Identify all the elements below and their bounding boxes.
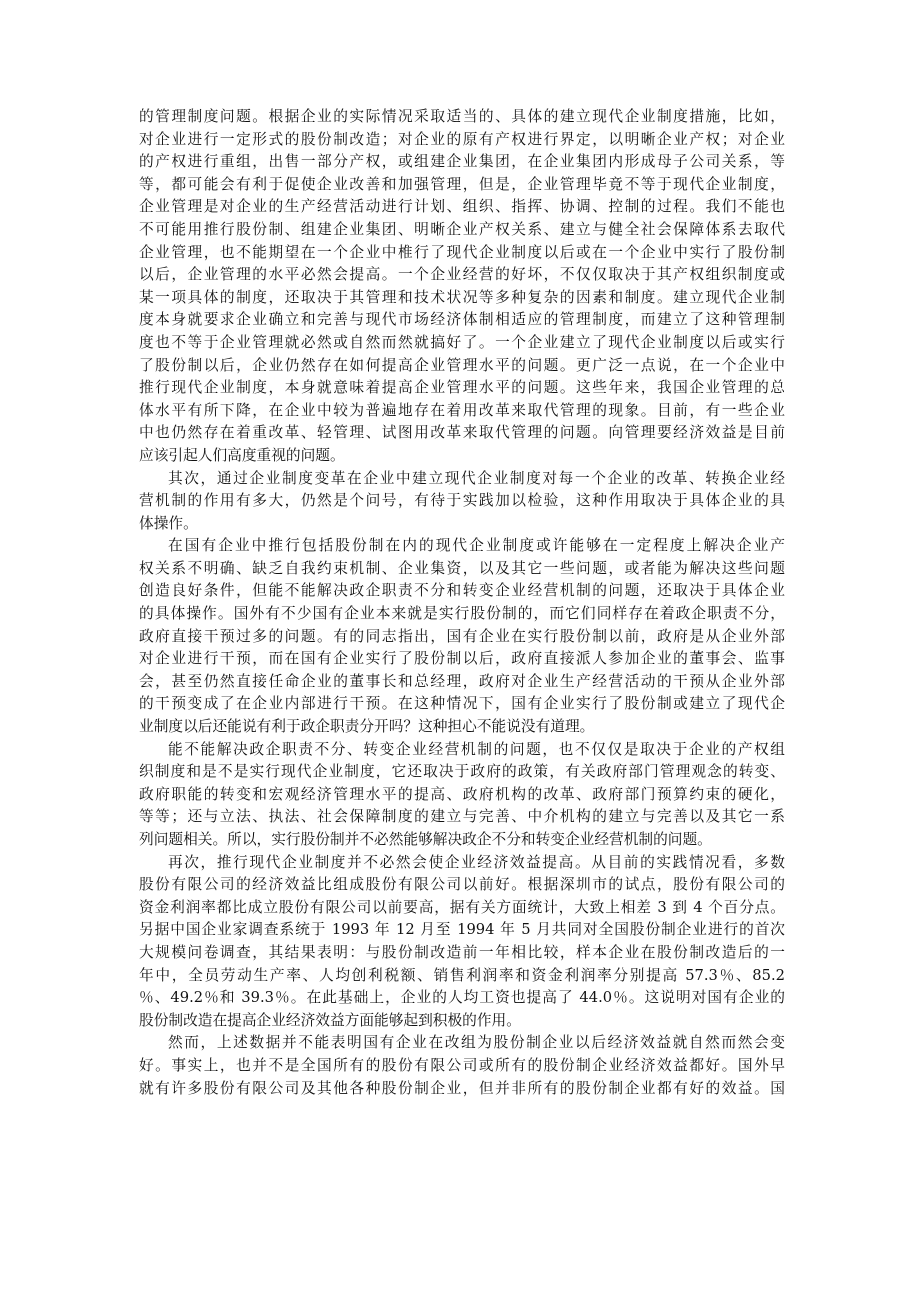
text-line: 再次，推行现代企业制度并不必然会使企业经济效益提高。从目前的实践情况看，多数 xyxy=(168,853,785,871)
text-line: 等等；还与立法、执法、社会保障制度的建立与完善、中介机构的建立与完善以及其它一系 xyxy=(139,808,785,826)
text-line: 会，甚至仍然直接任命企业的董事长和总经理，政府对企业生产经营活动的干预从企业外部 xyxy=(139,672,785,690)
paragraph-1 xyxy=(139,106,785,468)
document-body xyxy=(139,106,785,1100)
text-line: 就有许多股份有限公司及其他各种股份制企业，但并非所有的股份制企业都有好的效益。国 xyxy=(139,1079,785,1097)
text-line: 营机制的作用有多大，仍然是个问号，有待于实践加以检验，这种作用取决于具体企业的具 xyxy=(139,492,785,510)
text-line: 度本身就要求企业确立和完善与现代市场经济体制相适应的管理制度，而建立了这种管理制 xyxy=(139,311,785,329)
paragraph-4 xyxy=(139,739,785,852)
text-line: 能不能解决政企职责不分、转变企业经营机制的问题，也不仅仅是取决于企业的产权组 xyxy=(168,740,785,758)
text-line: 了股份制以后，企业仍然存在如何提高企业管理水平的问题。更广泛一点说，在一个企业中 xyxy=(139,356,785,374)
text-line: ％、49.2％和 39.3％。在此基础上，企业的人均工资也提高了 44.0％。这说明对国有企业的 xyxy=(139,989,785,1007)
text-line: 应该引起人们高度重视的问题。 xyxy=(139,446,345,464)
text-line: 企业管理是对企业的生产经营活动进行计划、组织、指挥、协调、控制的过程。我们不能也 xyxy=(139,198,785,216)
text-line: 创造良好条件，但能不能解决政企职责不分和转变企业经营机制的问题，还取决于具体企业 xyxy=(139,582,785,600)
text-line: 不可能用推行股份制、组建企业集团、明晰企业产权关系、建立与健全社会保障体系去取代 xyxy=(139,220,785,238)
text-line: 股份制改造在提高企业经济效益方面能够起到积极的作用。 xyxy=(139,1011,521,1029)
text-line: 大规模问卷调查，其结果表明：与股份制改造前一年相比较，样本企业在股份制改造后的一 xyxy=(139,943,785,961)
text-line: 年中，全员劳动生产率、人均创利税额、销售利润率和资金利润率分别提高 57.3％、85.2 xyxy=(139,966,785,984)
text-line: 好。事实上，也并不是全国所有的股份有限公司或所有的股份制企业经济效益都好。国外早 xyxy=(139,1056,785,1074)
text-line: 等，都可能会有利于促使企业改善和加强管理，但是，企业管理毕竟不等于现代企业制度， xyxy=(139,175,785,193)
text-line: 资金利润率都比成立股份有限公司以前要高，据有关方面统计，大致上相差 3 到 4 个百分点。 xyxy=(139,898,785,916)
text-line: 政府职能的转变和宏观经济管理水平的提高、政府机构的改革、政府部门预算约束的硬化， xyxy=(139,785,785,803)
text-line: 在国有企业中推行包括股份制在内的现代企业制度或许能够在一定程度上解决企业产 xyxy=(168,537,785,555)
text-line: 的产权进行重组，出售一部分产权，或组建企业集团，在企业集团内形成母子公司关系，等 xyxy=(139,153,785,171)
text-line: 体操作。 xyxy=(139,514,198,532)
text-line: 度也不等于企业管理就必然或自然而然就搞好了。一个企业建立了现代企业制度以后或实行 xyxy=(139,333,785,351)
text-line: 的管理制度问题。根据企业的实际情况采取适当的、具体的建立现代企业制度措施，比如， xyxy=(139,108,785,125)
paragraph-3 xyxy=(139,535,785,738)
text-line: 对企业进行干预，而在国有企业实行了股份制以后，政府直接派人参加企业的董事会、监事 xyxy=(139,650,785,668)
text-line: 推行现代企业制度，本身就意味着提高企业管理水平的问题。这些年来，我国企业管理的总 xyxy=(139,379,785,397)
text-line: 然而，上述数据并不能表明国有企业在改组为股份制企业以后经济效益就自然而然会变 xyxy=(168,1034,785,1052)
paragraph-2 xyxy=(139,468,785,536)
text-line: 股份有限公司的经济效益比组成股份有限公司以前好。根据深圳市的试点，股份有限公司的 xyxy=(139,876,785,894)
text-line: 其次，通过企业制度变革在企业中建立现代企业制度对每一个企业的改革、转换企业经 xyxy=(168,469,785,487)
text-line: 某一项具体的制度，还取决于其管理和技术状况等多种复杂的因素和制度。建立现代企业制 xyxy=(139,288,785,306)
text-line: 的具体操作。国外有不少国有企业本来就是实行股份制的，而它们同样存在着政企职责不分， xyxy=(139,605,785,623)
text-line: 企业管理，也不能期望在一个企业中椎行了现代企业制度以后或在一个企业中实行了股份制 xyxy=(139,243,785,261)
text-line: 中也仍然存在着重改革、轻管理、试图用改革来取代管理的问题。向管理要经济效益是目前 xyxy=(139,424,785,442)
text-line: 另据中国企业家调查系统于 1993 年 12 月至 1994 年 5 月共同对全国股份制企业进行的首次 xyxy=(139,921,785,939)
text-line: 以后，企业管理的水平必然会提高。一个企业经营的好坏，不仅仅取决于其产权组织制度或 xyxy=(139,266,785,284)
text-line: 对企业进行一定形式的股份制改造；对企业的原有产权进行界定，以明晰企业产权；对企业 xyxy=(139,130,785,148)
text-line: 体水平有所下降，在企业中较为普遍地存在着用改革来取代管理的现象。目前，有一些企业 xyxy=(139,401,785,419)
paragraph-6 xyxy=(139,1032,785,1100)
text-line: 政府直接干预过多的问题。有的同志指出，国有企业在实行股份制以前，政府是从企业外部 xyxy=(139,627,785,645)
text-line: 列问题相关。所以，实行股份制并不必然能够解决政企不分和转变企业经营机制的问题。 xyxy=(139,831,712,848)
text-line: 织制度和是不是实行现代企业制度，它还取决于政府的政策，有关政府部门管理观念的转变、 xyxy=(139,763,785,781)
text-line: 权关系不明确、缺乏自我约束机制、企业集资，以及其它一些问题，或者能为解决这些问题 xyxy=(139,559,785,577)
text-line: 的干预变成了在企业内部进行干预。在这种情况下，国有企业实行了股份制或建立了现代企 xyxy=(139,695,785,713)
text-line: 业制度以后还能说有利于政企职责分开吗？这种担心不能说没有道理。 xyxy=(139,718,595,736)
paragraph-5 xyxy=(139,852,785,1033)
